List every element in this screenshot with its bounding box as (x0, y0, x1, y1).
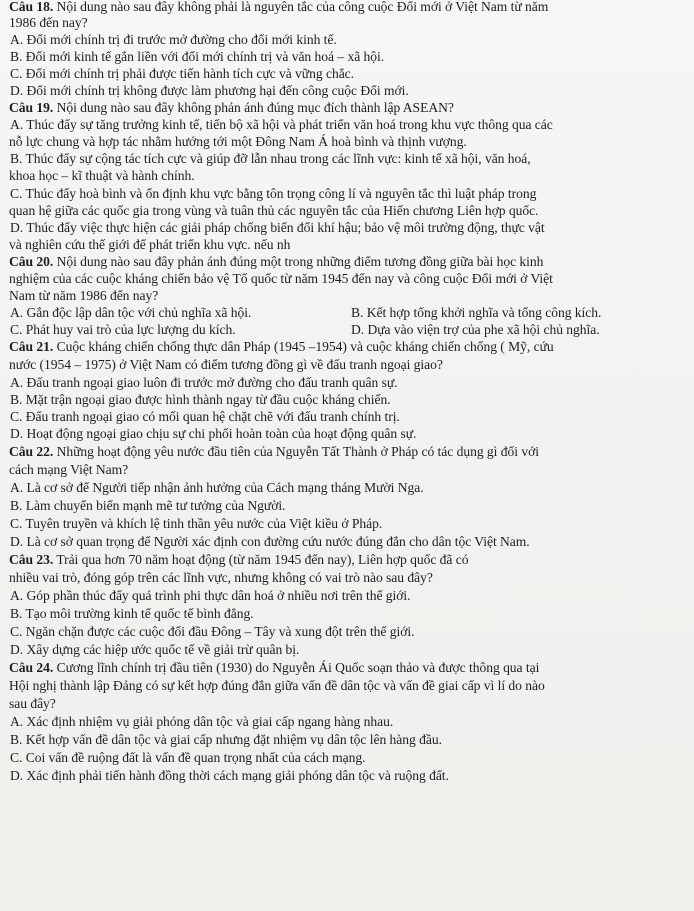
question-23-stem-line-2: nhiều vai trò, đóng góp trên các lĩnh vực, nhưng không có vai trò nào sau đây? (9, 570, 433, 585)
question-21-option-c: C. Đấu tranh ngoại giao có mối quan hệ chặt chẽ với đấu tranh chính trị. (10, 409, 400, 424)
question-18-stem-line-1: Câu 18. Nội dung nào sau đây không phải là nguyên tắc của công cuộc Đổi mới ở Việt Nam từ năm (9, 0, 549, 14)
question-19-option-d-line-2: và nghiên cứu thế giới để phát triển khu vực. nếu nh (9, 237, 291, 252)
question-23-stem-line-1: Câu 23. Trải qua hơn 70 năm hoạt động (từ năm 1945 đến nay), Liên hợp quốc đã có (9, 552, 469, 567)
question-18-option-d: D. Đổi mới chính trị không được làm phương hại đến công cuộc Đổi mới. (10, 83, 409, 98)
question-19-option-b-line-2: khoa học – kĩ thuật và hành chính. (9, 168, 195, 183)
question-24-option-b: B. Kết hợp vấn đề dân tộc và giai cấp nhưng đặt nhiệm vụ dân tộc lên hàng đầu. (10, 732, 442, 747)
question-18-option-c: C. Đổi mới chính trị phải được tiến hành tích cực và vững chắc. (10, 66, 355, 81)
question-23-option-a: A. Góp phần thúc đẩy quá trình phi thực dân hoá ở nhiều nơi trên thế giới. (10, 588, 411, 603)
question-19-option-a-line-1: A. Thúc đẩy sự tăng trưởng kinh tế, tiến bộ xã hội và phát triển văn hoá trong khu vực thông qua các (10, 117, 553, 132)
question-22-option-b: B. Làm chuyển biến mạnh mẽ tư tưởng của Người. (10, 498, 286, 513)
question-24-option-d: D. Xác định phải tiến hành đồng thời cách mạng giải phóng dân tộc và ruộng đất. (10, 768, 449, 783)
question-20-stem-line-1: Câu 20. Nội dung nào sau đây phản ánh đúng một trong những điểm tương đồng giữa bài học kinh (9, 254, 544, 269)
question-19-option-a-line-2: nỗ lực chung và hợp tác nhằm hướng tới một Đông Nam Á hoà bình và thịnh vượng. (9, 134, 467, 149)
question-20-stem-line-2: nghiệm của các cuộc kháng chiến bảo vệ Tổ quốc từ năm 1945 đến nay và công cuộc Đổi mới ở Việt (9, 271, 553, 286)
question-21-option-d: D. Hoạt động ngoại giao chịu sự chi phối hoàn toàn của hoạt động quân sự. (10, 426, 417, 441)
question-21-stem-line-1: Câu 21. Cuộc kháng chiến chống thực dân Pháp (1945 –1954) và cuộc kháng chiến chống ( Mỹ, cứu (9, 339, 554, 354)
question-20-stem-line-3: Nam từ năm 1986 đến nay? (9, 288, 159, 303)
question-18-stem-line-2: 1986 đến nay? (9, 15, 88, 30)
question-23-option-d: D. Xây dựng các hiệp ước quốc tế về giải trừ quân bị. (10, 642, 300, 657)
question-20-option-c: C. Phát huy vai trò của lực lượng du kích. (10, 322, 236, 337)
question-21-option-a: A. Đấu tranh ngoại giao luôn đi trước mở đường cho đấu tranh quân sự. (10, 375, 398, 390)
question-24-option-a: A. Xác định nhiệm vụ giải phóng dân tộc và giai cấp ngang hàng nhau. (10, 714, 394, 729)
question-20-option-d: D. Dựa vào viện trợ của phe xã hội chủ nghĩa. (351, 322, 600, 337)
question-19-option-d-line-1: D. Thúc đẩy việc thực hiện các giải pháp chống biến đổi khí hậu; bảo vệ môi trường động, thực vật (10, 220, 545, 235)
question-24-option-c: C. Coi vấn đề ruộng đất là vấn đề quan trọng nhất của cách mạng. (10, 750, 366, 765)
question-22-option-d: D. Là cơ sở quan trọng để Người xác định con đường cứu nước đúng đắn cho dân tộc Việt Nam. (10, 534, 530, 549)
question-23-option-c: C. Ngăn chặn được các cuộc đối đầu Đông – Tây và xung đột trên thế giới. (10, 624, 415, 639)
question-24-stem-line-2: Hội nghị thành lập Đảng có sự kết hợp đúng đắn giữa vấn đề dân tộc và vấn đề giai cấp vì lí do nào (9, 678, 545, 693)
question-21-stem-line-2: nước (1954 – 1975) ở Việt Nam có điểm tương đồng gì về đấu tranh ngoại giao? (9, 357, 443, 372)
question-22-stem-line-1: Câu 22. Những hoạt động yêu nước đầu tiên của Nguyễn Tất Thành ở Pháp có tác dụng gì đối với (9, 444, 539, 459)
question-21-option-b: B. Mặt trận ngoại giao được hình thành ngay từ đầu cuộc kháng chiến. (10, 392, 391, 407)
question-19-option-b-line-1: B. Thúc đẩy sự cộng tác tích cực và giúp đỡ lẫn nhau trong các lĩnh vực: kinh tế xã hội, văn hoá, (10, 151, 531, 166)
question-24-stem-line-3: sau đây? (9, 696, 56, 711)
question-19-stem: Câu 19. Nội dung nào sau đây không phản ánh đúng mục đích thành lập ASEAN? (9, 100, 454, 115)
question-18-option-a: A. Đổi mới chính trị đi trước mở đường cho đổi mới kinh tế. (10, 32, 337, 47)
question-23-option-b: B. Tạo môi trường kinh tế quốc tế bình đẳng. (10, 606, 254, 621)
question-24-stem-line-1: Câu 24. Cương lĩnh chính trị đầu tiên (1930) do Nguyễn Ái Quốc soạn thảo và được thông qua tại (9, 660, 540, 675)
question-20-option-b: B. Kết hợp tổng khởi nghĩa và tổng công kích. (351, 305, 602, 320)
question-22-option-c: C. Tuyên truyền và khích lệ tinh thần yêu nước của Việt kiều ở Pháp. (10, 516, 383, 531)
question-19-option-c-line-1: C. Thúc đẩy hoà bình và ổn định khu vực bằng tôn trọng công lí và nguyên tắc thì luật pháp trong (10, 186, 537, 201)
question-20-option-a: A. Gắn độc lập dân tộc với chủ nghĩa xã hội. (10, 305, 252, 320)
question-18-option-b: B. Đổi mới kinh tế gắn liền với đổi mới chính trị và văn hoá – xã hội. (10, 49, 385, 64)
question-22-stem-line-2: cách mạng Việt Nam? (9, 462, 129, 477)
question-22-option-a: A. Là cơ sở để Người tiếp nhận ảnh hưởng của Cách mạng tháng Mười Nga. (10, 480, 424, 495)
question-19-option-c-line-2: quan hệ giữa các quốc gia trong vùng và tuân thủ các nguyên tắc của Hiến chương Liên hợp quốc. (9, 203, 539, 218)
